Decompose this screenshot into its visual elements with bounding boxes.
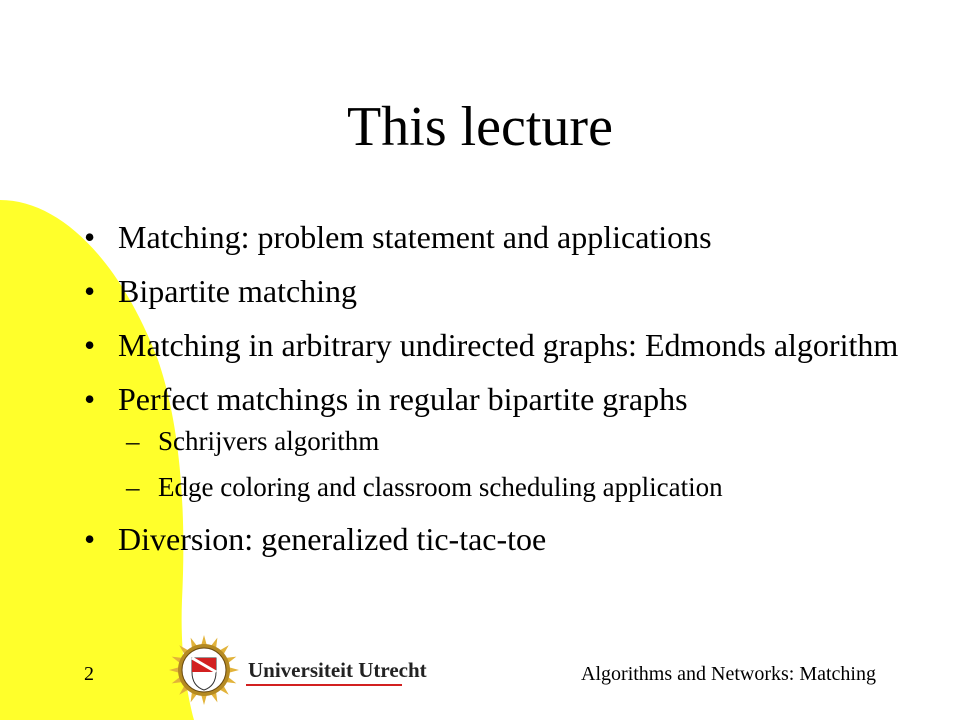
bullet-text: Bipartite matching	[118, 273, 358, 309]
university-logo	[168, 634, 427, 706]
bullet-marker: •	[84, 381, 96, 417]
bullet-item	[80, 520, 910, 558]
logo-underline	[246, 684, 402, 686]
bullet-marker: •	[84, 219, 96, 255]
bullet-text: Diversion: generalized tic-tac-toe	[118, 521, 547, 557]
sub-bullet-text: Edge coloring and classroom scheduling application	[158, 472, 723, 502]
bullet-item	[80, 218, 910, 256]
bullet-list	[80, 218, 910, 574]
sub-bullet-marker: –	[126, 426, 140, 456]
bullet-item	[80, 272, 910, 310]
bullet-item	[80, 326, 910, 364]
logo-text: Universiteit Utrecht	[248, 658, 427, 682]
bullet-marker: •	[84, 273, 96, 309]
sub-bullet-item	[118, 424, 910, 458]
bullet-marker: •	[84, 521, 96, 557]
bullet-marker: •	[84, 327, 96, 363]
university-seal-icon	[168, 634, 240, 706]
slide-title: This lecture	[347, 96, 613, 158]
course-footer: Algorithms and Networks: Matching	[581, 663, 876, 685]
sub-bullet-item	[118, 470, 910, 504]
bullet-text: Perfect matchings in regular bipartite graphs	[118, 381, 688, 417]
bullet-text: Matching in arbitrary undirected graphs: Edmonds algorithm	[118, 327, 899, 363]
sub-bullet-text: Schrijvers algorithm	[158, 426, 380, 456]
sub-bullet-list	[118, 424, 910, 504]
sub-bullet-marker: –	[126, 472, 140, 502]
bullet-text: Matching: problem statement and applications	[118, 219, 712, 255]
page-number: 2	[84, 663, 94, 685]
bullet-item	[80, 380, 910, 504]
